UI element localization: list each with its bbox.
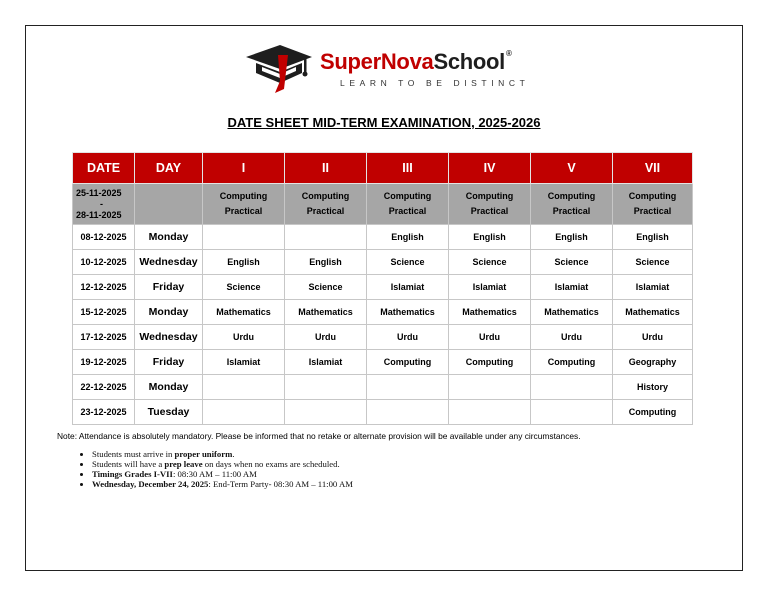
list-item [92, 449, 353, 459]
list-item [92, 459, 353, 469]
subject-cell: Computing Practical [613, 184, 693, 225]
date-cell [73, 184, 135, 225]
table-header-row [73, 153, 693, 184]
subject-cell [203, 400, 285, 425]
table-row [73, 184, 693, 225]
column-header: VII [613, 153, 693, 184]
subject-cell [285, 400, 367, 425]
attendance-note: Note: Attendance is absolutely mandatory. Please be informed that no retake or alternate provision will be available under any circumstances. [57, 431, 581, 441]
table-row [73, 300, 693, 325]
subject-cell: English [531, 225, 613, 250]
column-header: IV [449, 153, 531, 184]
column-header: DATE [73, 153, 135, 184]
school-name-part1: SuperNova [320, 49, 434, 74]
column-header: V [531, 153, 613, 184]
subject-cell: English [449, 225, 531, 250]
list-item-bold: prep leave [164, 459, 203, 469]
subject-cell [203, 375, 285, 400]
subject-cell: Computing [449, 350, 531, 375]
school-tagline: LEARN TO BE DISTINCT [340, 78, 530, 88]
date-cell: 08-12-2025 [73, 225, 135, 250]
subject-cell: Islamiat [203, 350, 285, 375]
day-cell: Monday [135, 375, 203, 400]
table-row [73, 225, 693, 250]
subject-cell: Computing [367, 350, 449, 375]
list-item [92, 469, 353, 479]
table-row [73, 375, 693, 400]
subject-cell [531, 375, 613, 400]
table-row [73, 250, 693, 275]
subject-cell [203, 225, 285, 250]
subject-cell [285, 375, 367, 400]
list-item-text: Students will have a [92, 459, 165, 469]
subject-cell [367, 400, 449, 425]
subject-cell: Mathematics [367, 300, 449, 325]
subject-cell: English [285, 250, 367, 275]
subject-cell: Science [285, 275, 367, 300]
date-cell: 19-12-2025 [73, 350, 135, 375]
subject-cell: English [613, 225, 693, 250]
graduation-cap-logo-icon [244, 43, 314, 95]
day-cell: Wednesday [135, 325, 203, 350]
list-item-text: on days when no exams are scheduled. [202, 459, 340, 469]
subject-cell: Computing Practical [531, 184, 613, 225]
list-item-text: . [232, 449, 235, 459]
subject-cell: Urdu [367, 325, 449, 350]
subject-cell: Science [367, 250, 449, 275]
subject-cell: Islamiat [285, 350, 367, 375]
column-header: DAY [135, 153, 203, 184]
subject-cell: Computing Practical [449, 184, 531, 225]
subject-cell: Islamiat [367, 275, 449, 300]
school-name-part2: School [433, 49, 505, 74]
subject-cell: Islamiat [613, 275, 693, 300]
subject-cell [285, 225, 367, 250]
day-cell: Friday [135, 350, 203, 375]
list-item-text: Students must arrive in [92, 449, 175, 459]
subject-cell [449, 400, 531, 425]
column-header: III [367, 153, 449, 184]
list-item-bold: Timings Grades I-VII [92, 469, 173, 479]
subject-cell: Mathematics [285, 300, 367, 325]
date-range-part: - [100, 198, 103, 209]
subject-cell: Mathematics [203, 300, 285, 325]
subject-cell: Islamiat [449, 275, 531, 300]
subject-cell: Science [203, 275, 285, 300]
date-sheet-table [72, 152, 693, 425]
subject-cell: Geography [613, 350, 693, 375]
day-cell: Tuesday [135, 400, 203, 425]
list-item-bold: Wednesday, December 24, 2025 [92, 479, 209, 489]
subject-cell: Islamiat [531, 275, 613, 300]
day-cell [135, 184, 203, 225]
school-logo [244, 43, 544, 101]
date-cell: 15-12-2025 [73, 300, 135, 325]
date-cell: 12-12-2025 [73, 275, 135, 300]
column-header: II [285, 153, 367, 184]
table-row [73, 275, 693, 300]
subject-cell: Science [449, 250, 531, 275]
subject-cell: Urdu [613, 325, 693, 350]
subject-cell: Urdu [203, 325, 285, 350]
registered-mark: ® [506, 49, 512, 58]
table-row [73, 325, 693, 350]
subject-cell: English [367, 225, 449, 250]
day-cell: Wednesday [135, 250, 203, 275]
day-cell: Monday [135, 225, 203, 250]
instructions-list [74, 449, 353, 489]
date-cell: 10-12-2025 [73, 250, 135, 275]
subject-cell: History [613, 375, 693, 400]
document-page [25, 25, 743, 571]
subject-cell: Computing Practical [285, 184, 367, 225]
subject-cell: Science [613, 250, 693, 275]
subject-cell: Urdu [285, 325, 367, 350]
list-item-bold: proper uniform [174, 449, 233, 459]
subject-cell: Computing [613, 400, 693, 425]
subject-cell: Mathematics [613, 300, 693, 325]
subject-cell [449, 375, 531, 400]
subject-cell: Mathematics [449, 300, 531, 325]
subject-cell: Urdu [531, 325, 613, 350]
subject-cell: English [203, 250, 285, 275]
table-row [73, 400, 693, 425]
subject-cell: Mathematics [531, 300, 613, 325]
subject-cell: Computing Practical [367, 184, 449, 225]
subject-cell [531, 400, 613, 425]
date-range-part: 25-11-2025 [76, 187, 122, 198]
subject-cell: Urdu [449, 325, 531, 350]
subject-cell: Computing [531, 350, 613, 375]
page-title [26, 115, 742, 130]
date-range-part: 28-11-2025 [76, 209, 122, 220]
date-cell: 22-12-2025 [73, 375, 135, 400]
list-item-text: : 08:30 AM – 11:00 AM [172, 469, 257, 479]
table-row [73, 350, 693, 375]
page-title-text: DATE SHEET MID-TERM EXAMINATION, 2025-2026 [227, 115, 541, 130]
subject-cell: Computing Practical [203, 184, 285, 225]
subject-cell: Science [531, 250, 613, 275]
school-name [320, 49, 512, 75]
date-cell: 23-12-2025 [73, 400, 135, 425]
subject-cell [367, 375, 449, 400]
list-item [92, 479, 353, 489]
day-cell: Monday [135, 300, 203, 325]
column-header: I [203, 153, 285, 184]
list-item-text: : End-Term Party- 08:30 AM – 11:00 AM [208, 479, 353, 489]
date-cell: 17-12-2025 [73, 325, 135, 350]
day-cell: Friday [135, 275, 203, 300]
